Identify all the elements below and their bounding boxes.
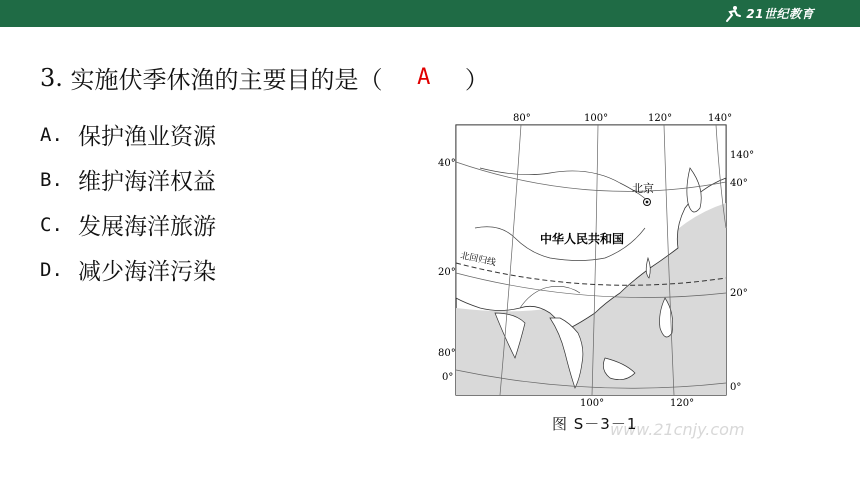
option-text: 维护海洋权益 bbox=[78, 169, 216, 195]
map-figure bbox=[420, 108, 760, 438]
option-c bbox=[40, 202, 216, 247]
options-list bbox=[40, 112, 216, 292]
option-letter: A. bbox=[40, 123, 63, 146]
lat-label-right-40: 40° bbox=[730, 178, 748, 189]
lat-label-right-140: 140° bbox=[730, 150, 755, 161]
header-bar bbox=[0, 0, 860, 27]
option-b bbox=[40, 157, 216, 202]
lon-label-140: 140° bbox=[708, 113, 733, 124]
answer: A bbox=[417, 65, 431, 90]
beijing-marker-dot bbox=[646, 201, 649, 204]
option-letter: D. bbox=[40, 258, 63, 281]
runner-icon bbox=[724, 5, 742, 23]
watermark: www.21cnjy.com bbox=[610, 420, 745, 439]
lat-label-left-20: 20° bbox=[438, 267, 456, 278]
option-d bbox=[40, 247, 216, 292]
question bbox=[40, 60, 489, 95]
city-label: 北京 bbox=[632, 182, 654, 195]
lat-label-right-0: 0° bbox=[730, 382, 742, 393]
option-text: 发展海洋旅游 bbox=[78, 214, 216, 240]
option-letter: B. bbox=[40, 168, 63, 191]
brand-logo bbox=[724, 4, 814, 23]
figure-caption: 图 S－3－1 bbox=[552, 415, 638, 433]
question-number: 3. bbox=[40, 63, 63, 92]
lat-label-left-40: 40° bbox=[438, 158, 456, 169]
option-a bbox=[40, 112, 216, 157]
country-label: 中华人民共和国 bbox=[540, 232, 625, 246]
lon-label-80: 80° bbox=[513, 113, 531, 124]
option-text: 保护渔业资源 bbox=[78, 124, 216, 150]
lon-label-bottom-100: 100° bbox=[580, 398, 605, 408]
logo-text: 21世纪教育 bbox=[746, 7, 814, 21]
question-text: 实施伏季休渔的主要目的是（ bbox=[70, 66, 383, 94]
option-text: 减少海洋污染 bbox=[78, 259, 216, 285]
option-letter: C. bbox=[40, 213, 63, 236]
lat-label-left-0: 0° bbox=[442, 372, 454, 383]
lon-label-100: 100° bbox=[584, 113, 609, 124]
lat-label-right-20: 20° bbox=[730, 288, 748, 299]
asia-map bbox=[420, 108, 760, 408]
lon-label-bottom-120: 120° bbox=[670, 398, 695, 408]
lat-label-left-80: 80° bbox=[438, 348, 456, 359]
tropic-label: 北回归线 bbox=[459, 251, 497, 269]
lon-label-120: 120° bbox=[648, 113, 673, 124]
question-close-paren: ） bbox=[464, 66, 489, 94]
